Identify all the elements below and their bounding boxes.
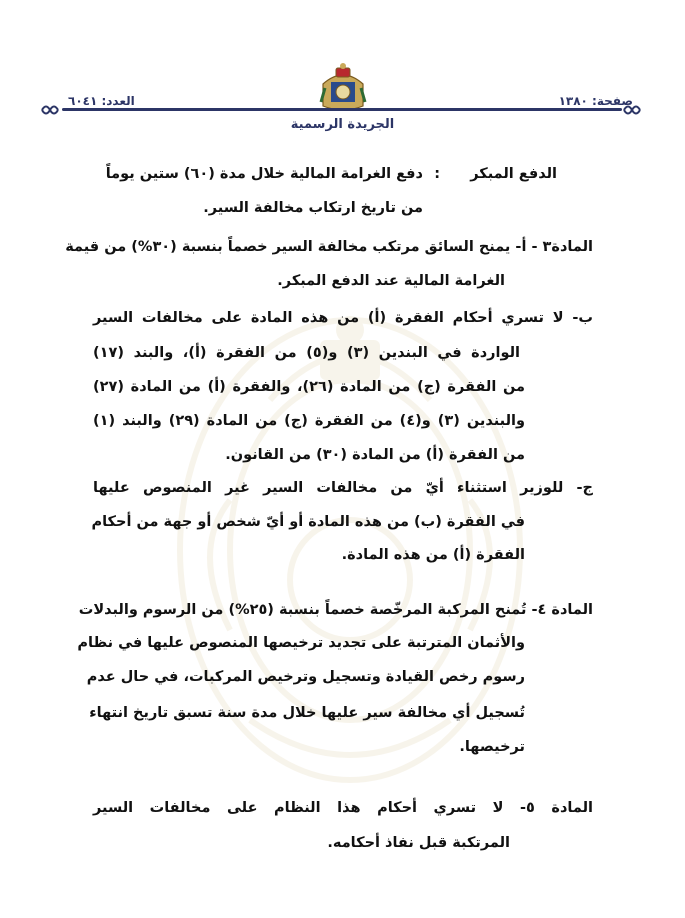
journal-title: الجريدة الرسمية: [290, 117, 395, 132]
definition-text-line: دفع الغرامة المالية خلال مدة (٦٠) ستين يوماً: [105, 166, 423, 182]
article3-b-line: والبندين (٣) و(٤) من الفقرة (ج) من المادة (٢٩) والبند (١): [93, 413, 525, 429]
article5-line: المرتكبة قبل نفاذ أحكامه.: [327, 835, 510, 851]
header-rule: [62, 108, 622, 111]
article3-c-line: الفقرة (أ) من هذه المادة.: [341, 547, 525, 563]
article3-b-line: الواردة في البندين (٣) و(٥) من الفقرة (أ)، والبند (١٧): [93, 345, 520, 361]
article3-c-line: ج- للوزير استثناء أيّ من مخالفات السير غير المنصوص عليها: [93, 480, 593, 496]
article4-line: تُسجيل أي مخالفة سير عليها خلال مدة سنة تسبق تاريخ انتهاء: [89, 705, 525, 721]
jordan-crest-icon: [317, 62, 369, 114]
article3-b-line: من الفقرة (ج) من المادة (٢٦)، والفقرة (أ) من المادة (٢٧): [93, 379, 525, 395]
article4-line: ترخيصها.: [459, 739, 525, 755]
definition-text-line: من تاريخ ارتكاب مخالفة السير.: [203, 200, 423, 216]
page-number: صفحة: ١٣٨٠: [558, 94, 633, 108]
article3-b-line: ب- لا تسري أحكام الفقرة (أ) من هذه المادة على مخالفات السير: [93, 310, 593, 326]
definition-term: الدفع المبكر: [470, 166, 557, 182]
article3-b-line: من الفقرة (أ) من المادة (٣٠) من القانون.: [225, 447, 525, 463]
article3-a-line: المادة٣ - أ- يمنح السائق مرتكب مخالفة السير خصماً بنسبة (٣٠%) من قيمة: [65, 239, 593, 255]
article4-line: رسوم رخص القيادة وتسجيل وترخيص المركبات، في حال عدم: [86, 669, 525, 685]
definition-colon: :: [434, 166, 440, 182]
issue-number: العدد: ٦٠٤١: [68, 94, 135, 108]
article3-c-line: في الفقرة (ب) من هذه المادة أو أيّ شخص أو جهة من أحكام: [91, 514, 525, 530]
article5-line: المادة ٥- لا تسري أحكام هذا النظام على مخالفات السير: [93, 800, 593, 816]
article4-line: والأثمان المترتبة على تجديد ترخيصها المنصوص عليها في نظام: [77, 635, 525, 651]
article4-line: المادة ٤- تُمنح المركبة المرخّصة خصماً بنسبة (٢٥%) من الرسوم والبدلات: [78, 602, 593, 618]
article3-a-line: الغرامة المالية عند الدفع المبكر.: [277, 273, 505, 289]
